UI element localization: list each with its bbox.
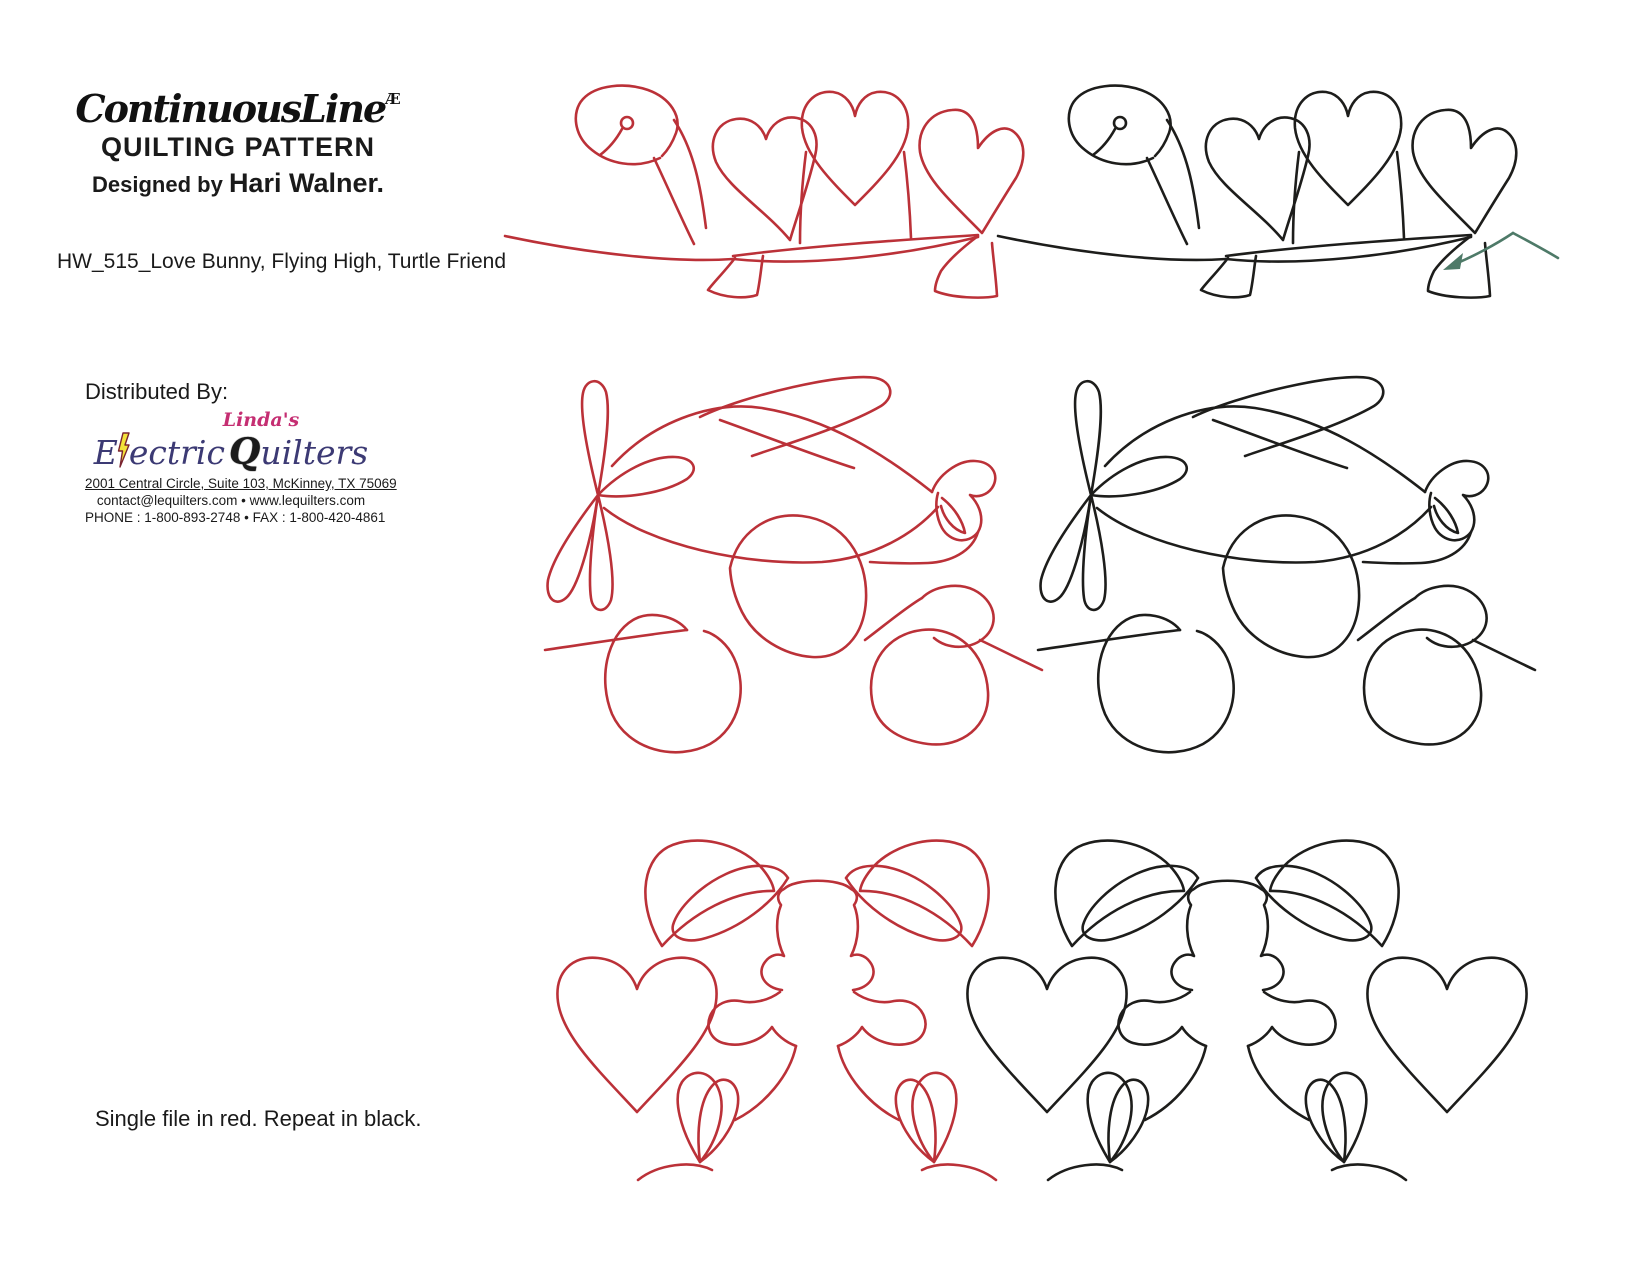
designed-by-line [52, 168, 424, 199]
turtle-pattern-single-red [505, 86, 1023, 298]
plane-pattern-repeat-black [1038, 377, 1535, 752]
plane-pattern-single-red [545, 377, 1042, 752]
distributor-block [85, 379, 397, 525]
bunny-heart-single-red [557, 958, 716, 1112]
bunny-pattern-repeat-black [1048, 841, 1406, 1180]
electric-quilters-logo [85, 409, 377, 473]
distributor-phone-fax: PHONE : 1-800-893-2748 • FAX : 1-800-420-4861 [85, 510, 386, 525]
logo-quilters-rest: uilters [260, 433, 369, 472]
distributor-address: 2001 Central Circle, Suite 103, McKinney, TX 75069 [85, 476, 397, 491]
bunny-heart-repeat-black [967, 958, 1126, 1112]
brand-mark: Æ [385, 90, 401, 108]
bunny-heart-repeat-black-2 [1367, 958, 1526, 1112]
bunny-pattern-single-red [638, 841, 996, 1180]
distributed-by-label: Distributed By: [85, 379, 229, 404]
designer-name: Hari Walner. [228, 168, 384, 198]
logo-lindas-script: Linda's [222, 409, 300, 431]
designed-by-label: Designed by [92, 172, 223, 197]
distributor-contact: contact@lequilters.com • www.lequilters.com [96, 493, 366, 508]
logo-wordmark [85, 428, 377, 473]
page-title: QUILTING PATTERN [101, 132, 375, 162]
logo-electric-rest: ectric [128, 433, 225, 472]
color-legend-note: Single file in red. Repeat in black. [95, 1106, 422, 1131]
pattern-id: HW_515_Love Bunny, Flying High, Turtle Friend [57, 250, 506, 273]
header-block [52, 86, 424, 199]
brand-logotype [52, 86, 424, 131]
turtle-pattern-repeat-black [998, 86, 1516, 298]
logo-electric-e: E [93, 433, 118, 472]
lightning-bolt-icon [117, 432, 131, 472]
logo-quilters-q: Q [228, 431, 261, 473]
brand-name: ContinuousLine [75, 86, 386, 131]
